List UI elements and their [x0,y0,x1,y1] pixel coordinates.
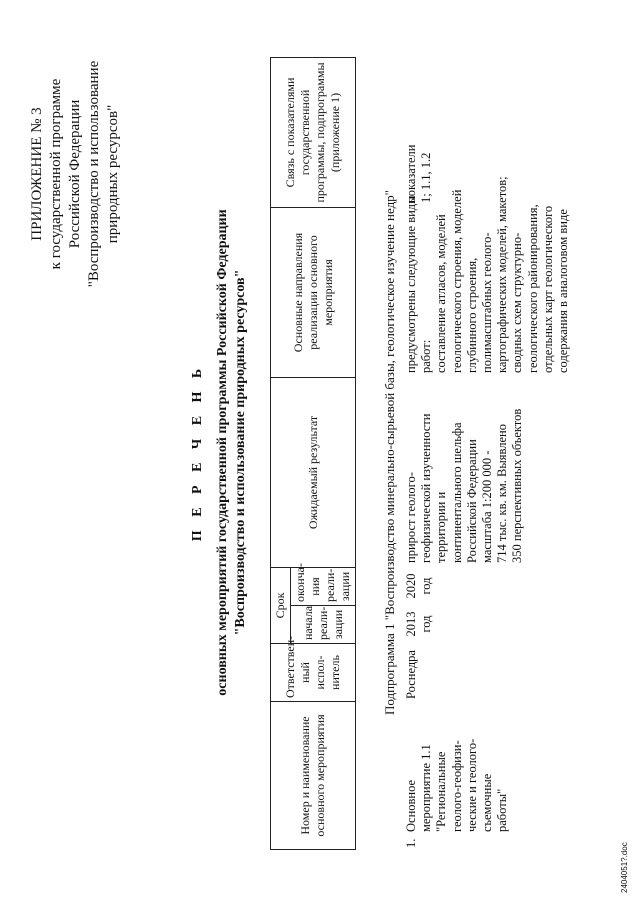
row1-responsible: Роснедра [404,650,418,699]
appendix-header [28,9,123,339]
measures-table-header [270,57,356,850]
appendix-line: Российской Федерации [67,99,83,249]
header-term-start: начала реали-зации [291,606,356,644]
result-line: континентального шельфа [449,422,464,563]
end-line: год [419,577,434,595]
row1-end [404,569,434,603]
result-line: 350 перспективных объектов [510,408,525,563]
directions-line: сводных схем структурно- [510,232,525,373]
result-line: геофизической изученности [419,413,434,563]
appendix-line: природных ресурсов" [105,104,121,244]
directions-line: геологического строения, моделей [449,189,464,373]
end-line: 2020 [404,573,418,599]
result-line: масштаба 1:200 000 - [480,450,495,563]
result-line: Российской Федерации [464,439,479,563]
header-term: Срок [271,568,291,644]
link-line: 1; 1.1, 1.2 [419,152,434,203]
directions-line: картографических моделей, макетов; [495,176,510,373]
doc-id-footer: 2404051?.doc [620,842,629,893]
row1-link [404,63,434,203]
name-line: работы" [495,788,510,832]
appendix-line: "Воспроизводство и использование [86,60,102,288]
name-line: ческие и геолого- [464,738,479,832]
header-responsible: Ответствен-ный испол-нитель [271,644,356,702]
start-line: 2013 [404,611,418,637]
directions-line: предусмотрены следующие виды [404,195,418,373]
header-number-name: Номер и наименование основного мероприятия [271,702,356,850]
directions-line: работ: [419,339,434,373]
result-line: прирост геолого- [404,472,418,563]
directions-line: геологического районирования, [525,204,540,373]
subprogram-title: Подпрограмма 1 "Воспроизводство минерально-сырьевой базы, геологическое изучение недр" [382,190,397,716]
directions-line: полимасштабных геолого- [480,232,495,373]
link-line: показатели [404,144,418,203]
row1-name [404,739,510,832]
header-directions: Основные направления реализации основного мероприятия [271,208,356,378]
row1-expected-result [404,377,526,563]
document-title: П Е Р Е Ч Е Н Ь [190,363,205,542]
document-subtitle [214,0,250,905]
directions-line: глубинного строения, [464,257,479,373]
appendix-line: к государственной программе [48,78,64,270]
name-line: геолого-геофизи- [449,740,464,832]
directions-line: отдельных карт геологического [540,205,555,373]
row1-start [404,607,434,641]
name-line: Основное [404,779,418,832]
name-line: "Региональные [434,751,449,832]
subtitle-line: "Воспроизводство и использование природных ресурсов" [233,269,248,636]
result-line: 714 тыс. кв. км. Выявлено [495,424,510,563]
header-term-end: оконча-ния реали-зации [291,568,356,606]
directions-line: содержания в аналоговом виде [556,209,571,373]
subtitle-line: основных мероприятий государственной программы Российской Федерации [215,209,230,696]
result-line: территории и [434,491,449,563]
name-line: мероприятие 1.1 [419,744,434,832]
directions-line: составление атласов, моделей [434,214,449,373]
header-expected-result: Ожидаемый результат [271,378,356,568]
start-line: год [419,615,434,633]
row1-number: 1. [404,838,418,848]
appendix-line: ПРИЛОЖЕНИЕ № 3 [29,107,45,241]
header-link: Связь с показателями государственной программы, подпрограммы (приложение 1) [271,58,356,208]
name-line: съемочные [480,773,495,832]
